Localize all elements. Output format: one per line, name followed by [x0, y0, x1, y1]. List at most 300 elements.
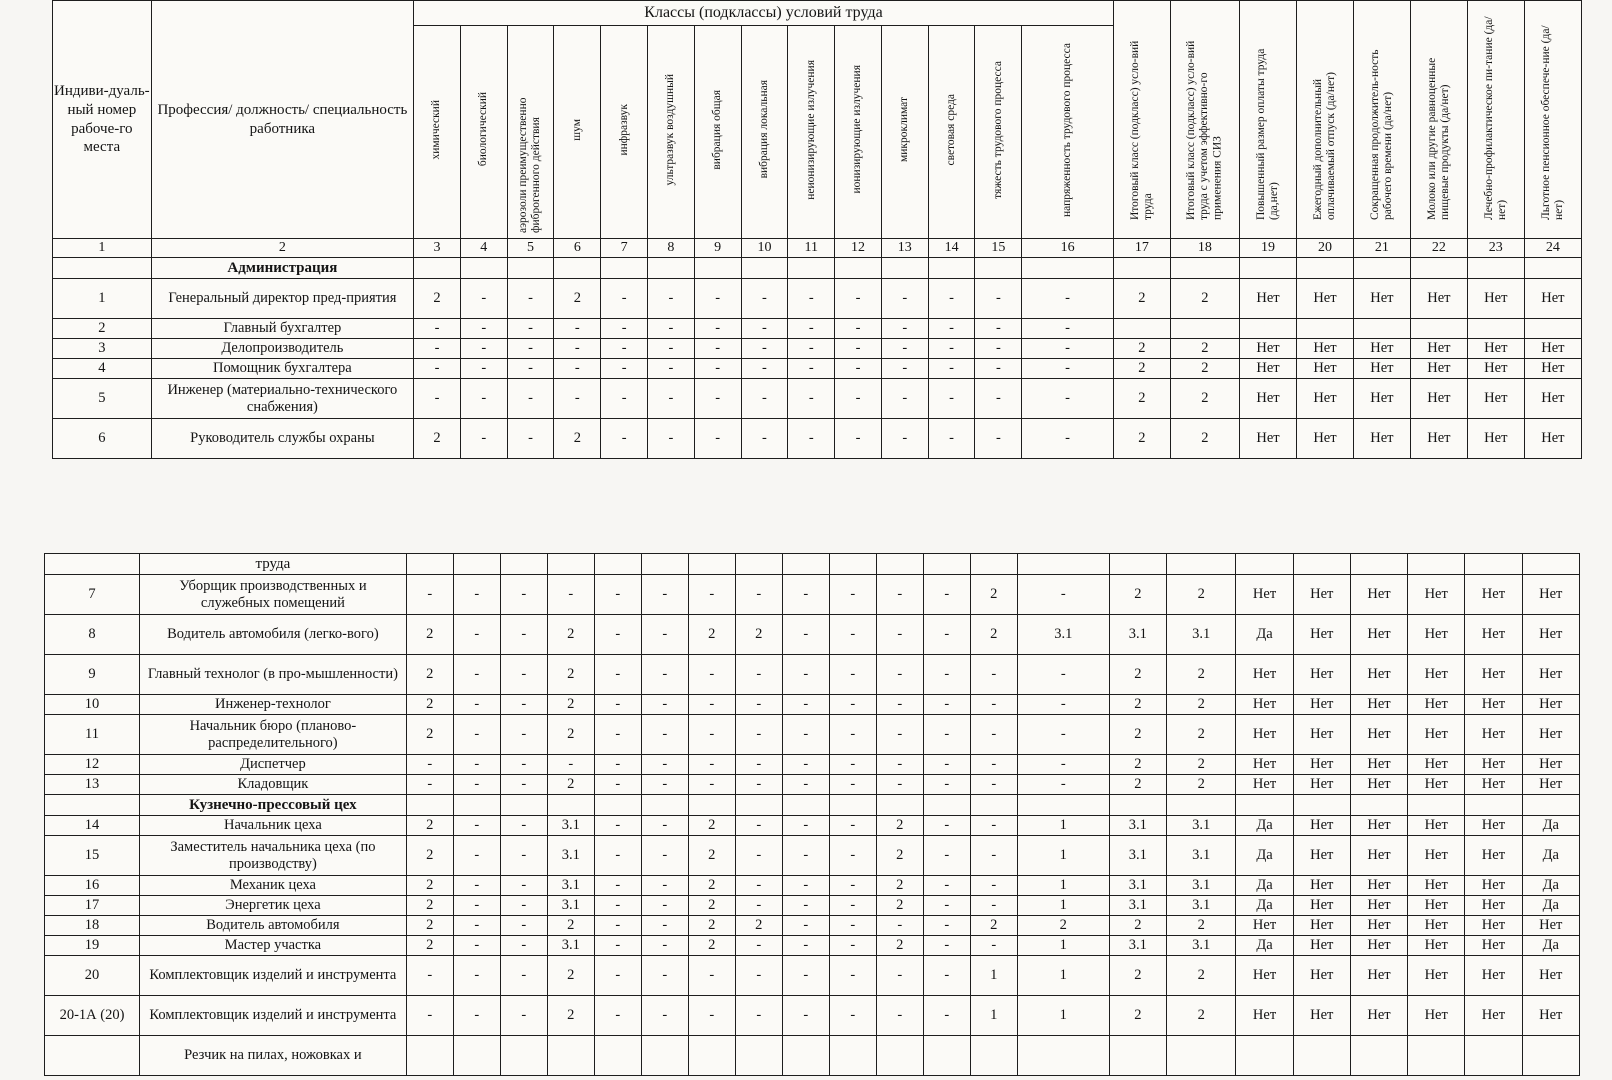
section-empty [1017, 554, 1109, 575]
column-number: 9 [694, 239, 741, 258]
section-empty [1022, 258, 1114, 279]
cell-col-24: Нет [1522, 575, 1579, 615]
cell-col-13: 2 [876, 836, 923, 876]
cell-col-5: - [507, 379, 554, 419]
cell-col-3: - [406, 575, 453, 615]
cell-col-8: - [641, 896, 688, 916]
cell-col-10: - [735, 996, 782, 1036]
cell-col-13: - [876, 916, 923, 936]
cell-col-18: 2 [1170, 379, 1239, 419]
cell-col-15: - [970, 715, 1017, 755]
cell-col-18: 3.1 [1166, 816, 1235, 836]
cell-col-15 [970, 1036, 1017, 1076]
cell-col-6: - [554, 339, 601, 359]
cell-col-10: - [741, 359, 788, 379]
cell-col-23: Нет [1465, 996, 1522, 1036]
workplace-number: 17 [45, 896, 140, 916]
cell-col-17: 3.1 [1109, 896, 1166, 916]
cell-col-10: - [735, 816, 782, 836]
cell-col-13: - [881, 319, 928, 339]
cell-col-17: 2 [1109, 695, 1166, 715]
cell-col-7: - [594, 816, 641, 836]
section-empty [594, 795, 641, 816]
cell-col-15: - [975, 359, 1022, 379]
cell-col-12: - [829, 775, 876, 795]
cell-col-21: Нет [1353, 339, 1410, 359]
cell-col-19: Да [1236, 615, 1293, 655]
cell-col-6 [547, 1036, 594, 1076]
table-row [45, 1036, 1580, 1076]
cell-col-6: 3.1 [547, 896, 594, 916]
section-empty [835, 258, 882, 279]
cell-col-18: 2 [1166, 916, 1235, 936]
cell-col-21: Нет [1350, 715, 1407, 755]
cell-col-10: - [735, 836, 782, 876]
cell-col-13: 2 [876, 876, 923, 896]
cell-col-19: Да [1236, 836, 1293, 876]
column-number: 7 [601, 239, 648, 258]
header-extra-21: Сокращенная продолжитель-ность рабочего времени (да/нет) [1353, 1, 1410, 239]
cell-col-8: - [641, 836, 688, 876]
cell-col-14: - [928, 379, 975, 419]
cell-col-8 [641, 1036, 688, 1076]
cell-col-12: - [829, 956, 876, 996]
column-number: 11 [788, 239, 835, 258]
cell-col-3: - [414, 379, 461, 419]
cell-col-23: Нет [1465, 615, 1522, 655]
profession-name: Диспетчер [140, 755, 407, 775]
header-extra-24: Льготное пенсионное обеспече-ние (да/нет) [1524, 1, 1581, 239]
cell-col-5 [500, 1036, 547, 1076]
cell-col-13: - [876, 615, 923, 655]
cell-col-16: 1 [1017, 816, 1109, 836]
cell-col-5: - [507, 279, 554, 319]
cell-col-24: Нет [1522, 755, 1579, 775]
cell-col-17: 2 [1109, 655, 1166, 695]
cell-col-8: - [641, 816, 688, 836]
section-empty [500, 554, 547, 575]
section-empty [1350, 795, 1407, 816]
profession-name: Заместитель начальника цеха (по производству) [140, 836, 407, 876]
cell-col-15: - [975, 339, 1022, 359]
section-empty [923, 554, 970, 575]
profession-name: Водитель автомобиля (легко-вого) [140, 615, 407, 655]
cell-col-8: - [648, 279, 695, 319]
cell-col-21: Нет [1353, 379, 1410, 419]
cell-col-15: 1 [970, 956, 1017, 996]
column-number: 8 [648, 239, 695, 258]
cell-col-18: 2 [1166, 655, 1235, 695]
cell-col-10: 2 [735, 916, 782, 936]
cell-col-13: 2 [876, 936, 923, 956]
profession-name: Кладовщик [140, 775, 407, 795]
cell-col-22: Нет [1408, 816, 1465, 836]
profession-name: Энергетик цеха [140, 896, 407, 916]
cell-col-18: 2 [1166, 956, 1235, 996]
profession-name: Главный бухгалтер [151, 319, 413, 339]
cell-col-6: 3.1 [547, 936, 594, 956]
cell-col-17 [1109, 1036, 1166, 1076]
cell-col-7: - [601, 379, 648, 419]
cell-col-9: 2 [688, 876, 735, 896]
cell-col-9: - [694, 379, 741, 419]
cell-col-19: Да [1236, 816, 1293, 836]
cell-col-19: Нет [1236, 575, 1293, 615]
cell-col-21: Нет [1350, 695, 1407, 715]
cell-col-18: 3.1 [1166, 936, 1235, 956]
cell-col-14: - [923, 936, 970, 956]
cell-col-24: Да [1522, 896, 1579, 916]
cell-col-4: - [453, 836, 500, 876]
cell-col-24: Нет [1524, 339, 1581, 359]
cell-col-17: 3.1 [1109, 816, 1166, 836]
cell-col-11: - [788, 419, 835, 459]
header-extra-17: Итоговый класс (подкласс) усло-вий труда [1113, 1, 1170, 239]
cell-col-24: Нет [1522, 916, 1579, 936]
cell-col-20: Нет [1296, 419, 1353, 459]
cell-col-22: Нет [1408, 956, 1465, 996]
section-empty [1465, 795, 1522, 816]
section-empty [1017, 795, 1109, 816]
cell-col-15: - [975, 419, 1022, 459]
profession-name: Начальник бюро (планово-распределительного) [140, 715, 407, 755]
top-table [52, 0, 1582, 459]
cell-col-19: Нет [1240, 359, 1297, 379]
cell-col-24: Нет [1522, 996, 1579, 1036]
workplace-number: 20 [45, 956, 140, 996]
cell-col-19: Нет [1240, 279, 1297, 319]
section-empty [648, 258, 695, 279]
column-number: 16 [1022, 239, 1114, 258]
header-factor-13: микроклимат [881, 26, 928, 239]
cell-col-3: 2 [406, 836, 453, 876]
cell-col-16: - [1017, 715, 1109, 755]
cell-col-22: Нет [1410, 379, 1467, 419]
cell-col-21: Нет [1350, 775, 1407, 795]
section-empty [876, 795, 923, 816]
cell-col-8: - [641, 996, 688, 1036]
workplace-number: 10 [45, 695, 140, 715]
section-empty [1296, 258, 1353, 279]
cell-col-19: Нет [1236, 755, 1293, 775]
cell-col-5: - [500, 715, 547, 755]
cell-col-21: Нет [1353, 359, 1410, 379]
cell-col-8: - [648, 359, 695, 379]
cell-col-6: 2 [547, 715, 594, 755]
cell-col-8: - [641, 916, 688, 936]
cell-col-5: - [500, 876, 547, 896]
cell-col-11: - [782, 876, 829, 896]
header-factor-7: инфразвук [601, 26, 648, 239]
cell-col-12: - [829, 916, 876, 936]
section-empty [782, 554, 829, 575]
section-empty [1522, 554, 1579, 575]
cell-col-19: Нет [1236, 775, 1293, 795]
cell-col-9: - [688, 996, 735, 1036]
cell-col-4: - [453, 615, 500, 655]
cell-col-7: - [601, 419, 648, 459]
section-empty [688, 554, 735, 575]
workplace-number: 8 [45, 615, 140, 655]
table-row [45, 775, 1580, 795]
header-extra-20: Ежегодный дополнительный оплачиваемый отпуск (да/нет) [1296, 1, 1353, 239]
cell-col-9: - [688, 775, 735, 795]
profession-name: Механик цеха [140, 876, 407, 896]
cell-col-21: Нет [1350, 655, 1407, 695]
workplace-number: 13 [45, 775, 140, 795]
cell-col-17: 2 [1109, 715, 1166, 755]
cell-col-15: - [975, 379, 1022, 419]
cell-col-21: Нет [1350, 956, 1407, 996]
section-empty [547, 554, 594, 575]
table-row [45, 575, 1580, 615]
table-row [45, 916, 1580, 936]
cell-col-23 [1467, 319, 1524, 339]
header-factor-11: неионизирующие излучения [788, 26, 835, 239]
cell-col-17: 2 [1109, 916, 1166, 936]
cell-col-9: 2 [688, 816, 735, 836]
cell-col-23: Нет [1465, 876, 1522, 896]
cell-col-17: 2 [1109, 996, 1166, 1036]
section-empty [45, 795, 140, 816]
cell-col-23: Нет [1465, 896, 1522, 916]
cell-col-23: Нет [1465, 916, 1522, 936]
cell-col-19: Нет [1236, 956, 1293, 996]
cell-col-15: 2 [970, 615, 1017, 655]
table-row [53, 339, 1582, 359]
cell-col-9: 2 [688, 836, 735, 876]
cell-col-24 [1522, 1036, 1579, 1076]
cell-col-16: 1 [1017, 896, 1109, 916]
cell-col-24: Нет [1522, 775, 1579, 795]
cell-col-20: Нет [1296, 279, 1353, 319]
workplace-number: 7 [45, 575, 140, 615]
cell-col-7: - [594, 896, 641, 916]
cell-col-5: - [500, 916, 547, 936]
cell-col-13: - [876, 715, 923, 755]
cell-col-22: Нет [1410, 279, 1467, 319]
cell-col-23: Нет [1465, 775, 1522, 795]
cell-col-14 [923, 1036, 970, 1076]
cell-col-14: - [923, 615, 970, 655]
cell-col-5: - [507, 359, 554, 379]
cell-col-11: - [782, 896, 829, 916]
cell-col-19: Нет [1240, 419, 1297, 459]
cell-col-16 [1017, 1036, 1109, 1076]
cell-col-7: - [601, 279, 648, 319]
cell-col-15: - [970, 936, 1017, 956]
cell-col-4: - [460, 359, 507, 379]
cell-col-6: - [547, 755, 594, 775]
cell-col-19: Нет [1236, 715, 1293, 755]
section-empty [829, 554, 876, 575]
cell-col-12: - [829, 755, 876, 775]
cell-col-20: Нет [1293, 956, 1350, 996]
cell-col-20: Нет [1293, 615, 1350, 655]
section-row [53, 258, 1582, 279]
cell-col-10: 2 [735, 615, 782, 655]
cell-col-12: - [829, 615, 876, 655]
table-row [45, 896, 1580, 916]
cell-col-16: - [1022, 379, 1114, 419]
cell-col-9: 2 [688, 896, 735, 916]
cell-col-3: 2 [406, 936, 453, 956]
section-title: Кузнечно-прессовый цех [140, 795, 407, 816]
cell-col-14: - [923, 876, 970, 896]
cell-col-13: - [876, 575, 923, 615]
cell-col-5: - [500, 775, 547, 795]
section-empty [735, 795, 782, 816]
cell-col-22: Нет [1408, 996, 1465, 1036]
cell-col-12: - [829, 816, 876, 836]
workplace-number [45, 1036, 140, 1076]
cell-col-8: - [641, 755, 688, 775]
cell-col-6: 3.1 [547, 876, 594, 896]
cell-col-18: 3.1 [1166, 876, 1235, 896]
cell-col-12: - [829, 575, 876, 615]
column-number: 10 [741, 239, 788, 258]
cell-col-16: 3.1 [1017, 615, 1109, 655]
table-row [53, 319, 1582, 339]
cell-col-16: - [1017, 655, 1109, 695]
cell-col-3 [406, 1036, 453, 1076]
cell-col-4 [453, 1036, 500, 1076]
cell-col-24: Да [1522, 936, 1579, 956]
cell-col-7: - [594, 755, 641, 775]
cell-col-7: - [594, 936, 641, 956]
cell-col-15: 2 [970, 575, 1017, 615]
section-empty [460, 258, 507, 279]
table-row [53, 379, 1582, 419]
cell-col-3: 2 [406, 816, 453, 836]
workplace-number: 3 [53, 339, 152, 359]
cell-col-10: - [741, 319, 788, 339]
cell-col-12: - [829, 996, 876, 1036]
cell-col-11: - [788, 379, 835, 419]
section-empty [453, 795, 500, 816]
table-row [53, 279, 1582, 319]
cell-col-12: - [835, 319, 882, 339]
cell-col-5: - [507, 339, 554, 359]
cell-col-9: - [688, 956, 735, 996]
header-factor-5: аэрозоли преимущественно фиброгенного действия [507, 26, 554, 239]
section-empty [1467, 258, 1524, 279]
cell-col-17: 2 [1109, 775, 1166, 795]
cell-col-17: 3.1 [1109, 836, 1166, 876]
cell-col-12: - [835, 359, 882, 379]
column-number: 13 [881, 239, 928, 258]
section-empty [406, 795, 453, 816]
cell-col-17: 2 [1113, 419, 1170, 459]
table-row [53, 419, 1582, 459]
section-empty [1170, 258, 1239, 279]
cell-col-19: Да [1236, 936, 1293, 956]
cell-col-17: 2 [1109, 755, 1166, 775]
cell-col-6: 2 [554, 279, 601, 319]
cell-col-10: - [735, 695, 782, 715]
header-group-classes: Классы (подклассы) условий труда [414, 1, 1114, 26]
cell-col-23: Нет [1465, 836, 1522, 876]
cell-col-14: - [923, 775, 970, 795]
continued-row [45, 554, 1580, 575]
cell-col-20: Нет [1296, 359, 1353, 379]
profession-name: Главный технолог (в про-мышленности) [140, 655, 407, 695]
cell-col-10: - [735, 755, 782, 775]
cell-col-23: Нет [1467, 419, 1524, 459]
cell-col-7: - [594, 775, 641, 795]
cell-col-7: - [594, 876, 641, 896]
profession-name: Мастер участка [140, 936, 407, 956]
cell-col-5: - [500, 655, 547, 695]
cell-col-4: - [460, 339, 507, 359]
cell-col-7: - [601, 319, 648, 339]
cell-col-14: - [923, 996, 970, 1036]
cell-col-10: - [735, 715, 782, 755]
cell-col-9: - [688, 695, 735, 715]
cell-col-7: - [601, 359, 648, 379]
table-row [45, 695, 1580, 715]
cell-col-7: - [601, 339, 648, 359]
header-workplace-number: Индиви-дуаль-ный номер рабоче-го места [53, 1, 152, 239]
cell-col-11: - [782, 996, 829, 1036]
cell-col-22: Нет [1408, 775, 1465, 795]
cell-col-18: 2 [1166, 996, 1235, 1036]
cell-col-10: - [735, 775, 782, 795]
cell-col-6: - [547, 575, 594, 615]
cell-col-23: Нет [1465, 695, 1522, 715]
header-factor-14: световая среда [928, 26, 975, 239]
cell-col-10: - [735, 936, 782, 956]
table-row [45, 836, 1580, 876]
cell-col-3: - [414, 359, 461, 379]
section-empty [735, 554, 782, 575]
cell-col-4: - [460, 279, 507, 319]
column-number: 17 [1113, 239, 1170, 258]
section-empty [53, 258, 152, 279]
cell-col-20: Нет [1293, 715, 1350, 755]
table-row [45, 715, 1580, 755]
cell-col-24: Нет [1522, 715, 1579, 755]
cell-col-5: - [507, 419, 554, 459]
cell-col-3: 2 [406, 715, 453, 755]
cell-col-10: - [735, 655, 782, 695]
header-factor-6: шум [554, 26, 601, 239]
cell-col-6: 2 [547, 615, 594, 655]
cell-col-11: - [782, 916, 829, 936]
cell-col-24: Да [1522, 816, 1579, 836]
header-profession: Профессия/ должность/ специальность работника [151, 1, 413, 239]
section-empty [1410, 258, 1467, 279]
cell-col-14: - [923, 896, 970, 916]
section-empty [1353, 258, 1410, 279]
section-empty [688, 795, 735, 816]
column-number: 4 [460, 239, 507, 258]
cell-col-14: - [928, 279, 975, 319]
cell-col-8: - [648, 319, 695, 339]
section-empty [741, 258, 788, 279]
cell-col-17: 2 [1113, 359, 1170, 379]
cell-col-14: - [923, 956, 970, 996]
cell-col-16: - [1022, 339, 1114, 359]
section-empty [1465, 554, 1522, 575]
cell-col-8: - [648, 379, 695, 419]
cell-col-20 [1293, 1036, 1350, 1076]
cell-col-23 [1465, 1036, 1522, 1076]
cell-col-3: - [406, 956, 453, 996]
cell-col-9: 2 [688, 936, 735, 956]
section-empty [1524, 258, 1581, 279]
cell-col-4: - [453, 936, 500, 956]
